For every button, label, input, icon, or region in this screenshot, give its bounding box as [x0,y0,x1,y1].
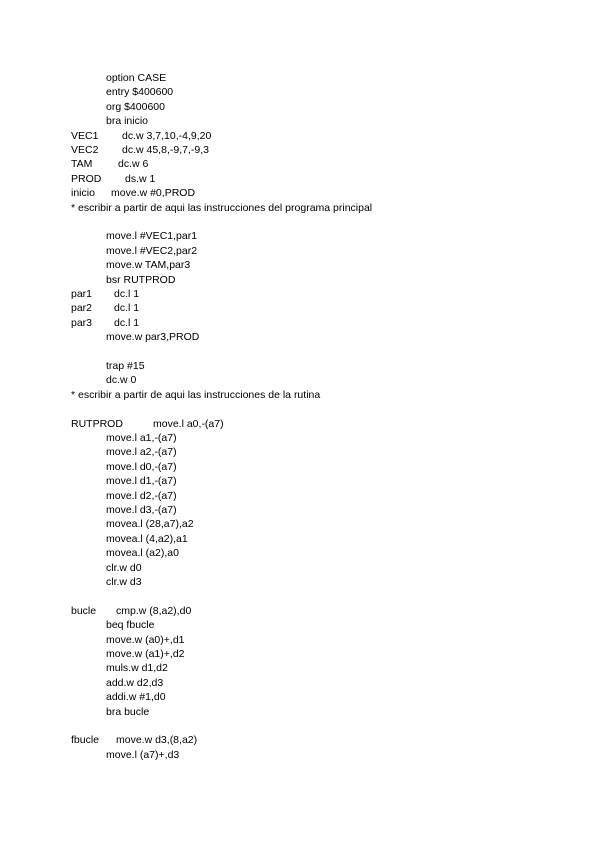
code-line [0,388,600,402]
code-line [0,201,600,215]
code-instruction: move.l d3,-(a7) [106,504,177,516]
code-line [0,157,600,171]
code-line [0,345,600,359]
code-line [0,100,600,114]
code-instruction: clr.w d3 [106,576,142,588]
code-line [0,705,600,719]
code-line [0,546,600,560]
code-instruction: move.l a2,-(a7) [106,446,177,459]
code-line [0,273,600,287]
code-instruction: movea.l (4,a2),a1 [106,532,188,545]
code-instruction: addi.w #1,d0 [106,691,166,704]
code-line [0,186,600,200]
code-instruction: muls.w d1,d2 [106,662,168,675]
code-instruction: dc.w 6 [118,158,149,171]
code-instruction: bra inicio [106,115,149,128]
code-label: par3 [71,316,93,329]
code-line [0,417,600,431]
code-instruction: entry $400600 [106,86,174,99]
code-label: TAM [71,158,93,171]
code-instruction: movea.l (a2),a0 [106,547,179,560]
code-instruction: bra bucle [106,705,150,718]
code-instruction: option CASE [106,72,167,84]
code-line [0,373,600,387]
code-line [0,604,600,618]
code-line [0,287,600,301]
code-instruction: move.l d2,-(a7) [106,489,177,502]
code-line [0,71,600,85]
code-instruction: ds.w 1 [125,172,156,185]
code-line [0,561,600,575]
code-instruction: beq fbucle [106,619,155,632]
code-line [0,258,600,272]
code-line [0,503,600,517]
code-line [0,402,600,416]
code-line [0,575,600,589]
code-instruction: move.w par3,PROD [106,331,200,344]
code-label: par2 [71,302,93,315]
code-instruction: dc.w 45,8,-9,7,-9,3 [122,144,209,156]
code-line [0,633,600,647]
code-instruction: move.w TAM,par3 [106,259,191,272]
code-instruction: move.l #VEC2,par2 [106,244,198,257]
code-instruction: dc.l 1 [114,316,140,329]
comment-text: * escribir a partir de aqui las instrucciones del programa principal [71,201,373,214]
code-label: PROD [71,172,102,185]
code-line [0,676,600,690]
code-instruction: move.w d3,(8,a2) [116,734,198,747]
code-line [0,330,600,344]
code-line [0,690,600,704]
code-line [0,431,600,445]
code-instruction: add.w d2,d3 [106,676,164,689]
code-instruction: bsr RUTPROD [106,273,176,286]
code-line [0,143,600,157]
code-instruction: dc.w 0 [106,374,137,387]
code-line [0,618,600,632]
code-instruction: move.w #0,PROD [111,187,196,200]
code-line [0,229,600,243]
code-label: fbucle [71,734,100,747]
code-line [0,244,600,258]
code-line [0,733,600,747]
code-line [0,589,600,603]
code-line [0,114,600,128]
code-label: par1 [71,288,93,300]
code-instruction: move.l d1,-(a7) [106,475,177,488]
code-line [0,719,600,733]
code-instruction: movea.l (28,a7),a2 [106,518,194,531]
code-instruction: move.l #VEC1,par1 [106,230,198,243]
code-line [0,474,600,488]
code-line [0,517,600,531]
code-line [0,460,600,474]
code-instruction: move.l a0,-(a7) [153,417,224,430]
code-instruction: move.w (a1)+,d2 [106,648,185,660]
code-label: bucle [71,604,97,617]
code-line [0,647,600,661]
code-instruction: move.w (a0)+,d1 [106,633,185,646]
code-line [0,301,600,315]
code-instruction: cmp.w (8,a2),d0 [116,604,192,617]
code-line [0,85,600,99]
code-instruction: move.l a1,-(a7) [106,432,177,444]
code-instruction: trap #15 [106,360,145,372]
code-instruction: org $400600 [106,100,165,113]
code-instruction: dc.l 1 [114,288,140,300]
code-label: inicio [71,187,95,200]
code-instruction: dc.w 3,7,10,-4,9,20 [122,129,212,142]
code-instruction: clr.w d0 [106,561,142,574]
code-label: VEC1 [71,129,99,142]
code-line [0,172,600,186]
code-line [0,129,600,143]
code-line [0,316,600,330]
comment-text: * escribir a partir de aqui las instrucciones de la rutina [71,388,321,401]
code-instruction: move.l (a7)+,d3 [106,748,180,761]
code-label: VEC2 [71,144,99,156]
code-line [0,489,600,503]
code-instruction: move.l d0,-(a7) [106,460,177,473]
code-line [0,661,600,675]
code-line [0,532,600,546]
code-line [0,359,600,373]
code-line [0,215,600,229]
code-instruction: dc.l 1 [114,302,140,315]
code-line [0,748,600,762]
code-line [0,445,600,459]
code-label: RUTPROD [71,417,123,430]
